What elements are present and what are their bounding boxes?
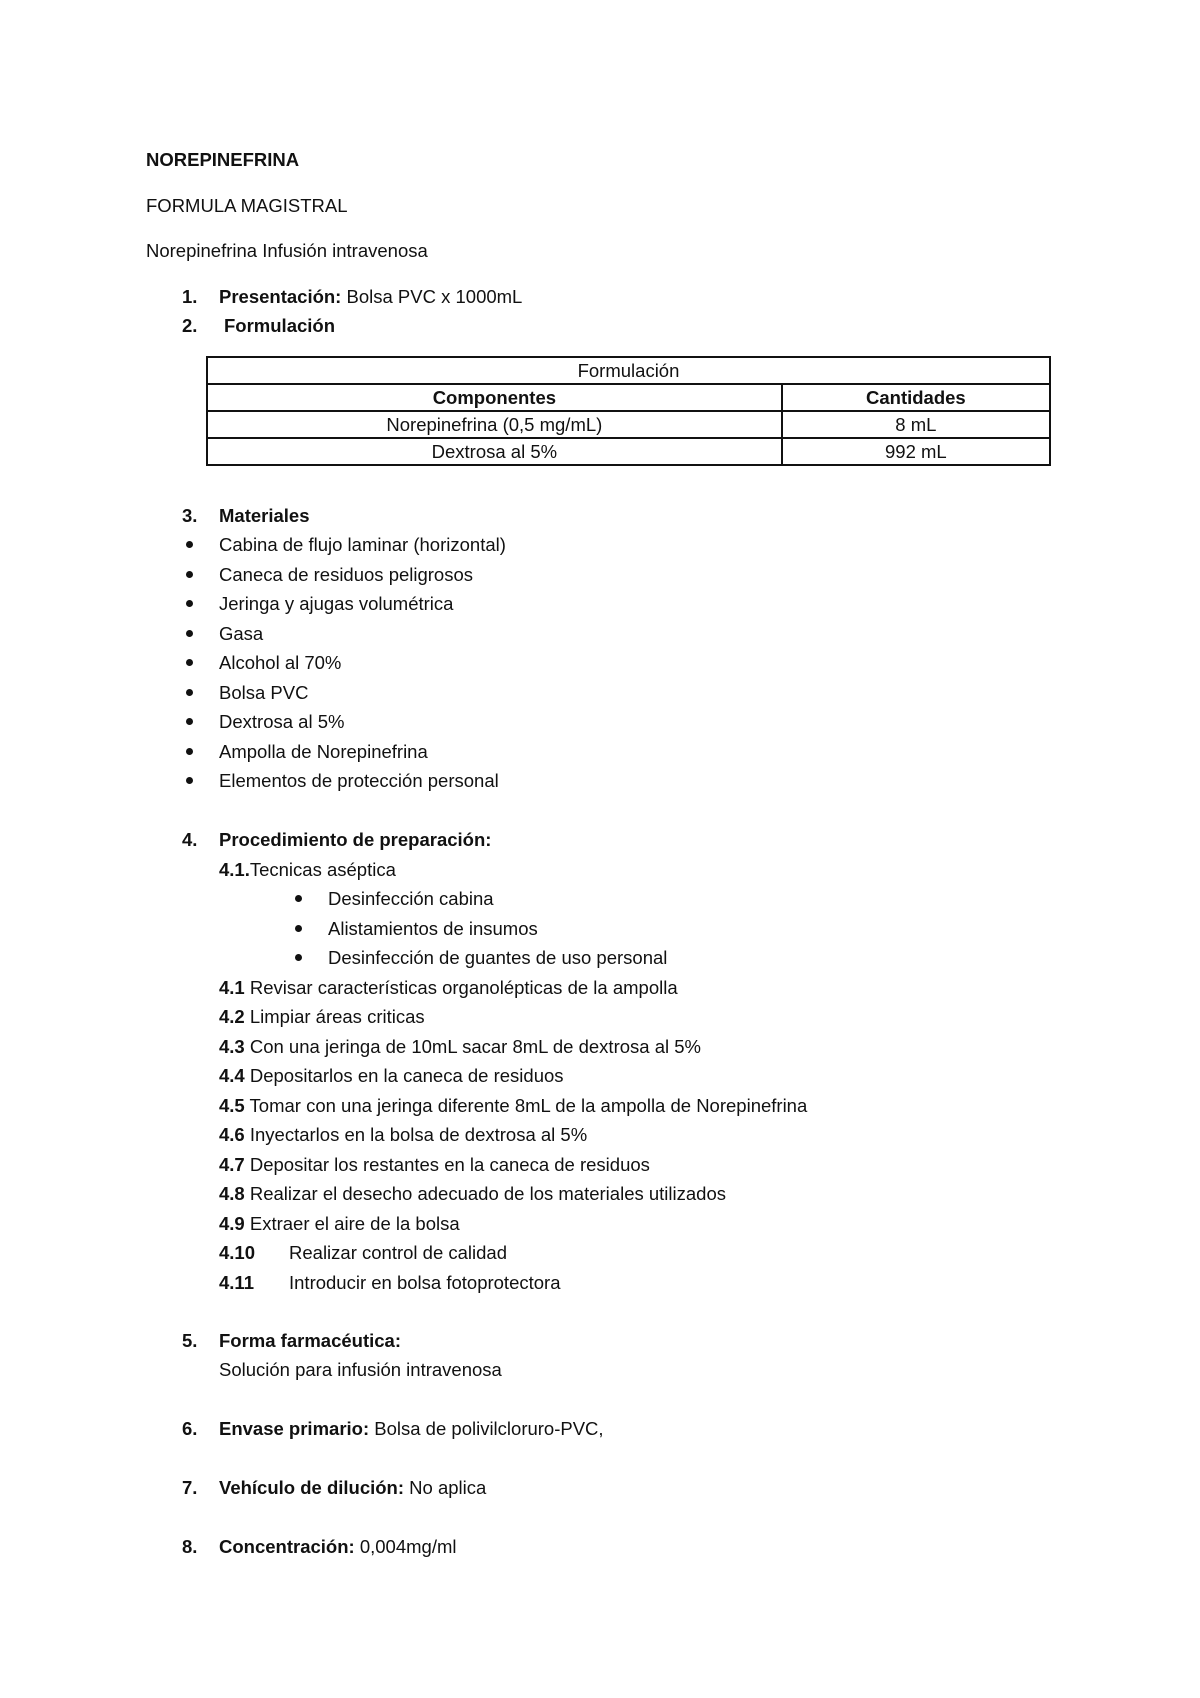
step-number: 4.8 — [219, 1183, 245, 1204]
list-item: Caneca de residuos peligrosos — [219, 564, 474, 585]
section-4-number: 4. — [182, 829, 198, 850]
step-number: 4.1 — [219, 977, 245, 998]
table-caption: Formulación — [207, 357, 1050, 384]
section-6-label: Envase primario: — [219, 1418, 370, 1439]
list-item: Desinfección de guantes de uso personal — [328, 947, 668, 968]
table-caption-row — [207, 357, 1050, 384]
table-cell-quantity: 992 mL — [782, 438, 1050, 465]
bullet-icon — [186, 718, 193, 725]
list-item — [219, 977, 678, 999]
table-row — [207, 438, 1050, 465]
section-1-label: Presentación: — [219, 286, 342, 307]
list-item: Dextrosa al 5% — [219, 711, 345, 732]
table-header-row — [207, 384, 1050, 411]
section-1 — [219, 286, 522, 308]
bullet-icon — [295, 925, 302, 932]
bullet-icon — [186, 777, 193, 784]
step-number: 4.9 — [219, 1213, 245, 1234]
list-item: Desinfección cabina — [328, 888, 494, 909]
section-8-number: 8. — [182, 1536, 198, 1557]
list-item — [219, 1124, 587, 1146]
step-number: 4.2 — [219, 1006, 245, 1027]
section-7-value: No aplica — [409, 1477, 487, 1498]
list-item: Alistamientos de insumos — [328, 918, 538, 939]
bullet-icon — [186, 600, 193, 607]
column-header-components: Componentes — [207, 384, 782, 411]
list-item — [219, 1095, 807, 1117]
table-cell-component: Norepinefrina (0,5 mg/mL) — [207, 411, 782, 438]
step-number: 4.7 — [219, 1154, 245, 1175]
section-6-value: Bolsa de polivilcloruro-PVC, — [374, 1418, 604, 1439]
step-number: 4.5 — [219, 1095, 245, 1116]
bullet-icon — [186, 748, 193, 755]
section-6 — [219, 1418, 604, 1440]
column-header-quantities: Cantidades — [782, 384, 1050, 411]
step-number: 4.6 — [219, 1124, 245, 1145]
list-item: Bolsa PVC — [219, 682, 309, 703]
section-8-value: 0,004mg/ml — [359, 1536, 457, 1557]
step-number: 4.11 — [219, 1272, 254, 1293]
step-text: Introducir en bolsa fotoprotectora — [289, 1272, 561, 1293]
list-item: Cabina de flujo laminar (horizontal) — [219, 534, 506, 555]
step-text: Depositar los restantes en la caneca de residuos — [249, 1154, 650, 1175]
section-3-number: 3. — [182, 505, 198, 526]
section-8-label: Concentración: — [219, 1536, 355, 1557]
step-text: Realizar el desecho adecuado de los materiales utilizados — [249, 1183, 726, 1204]
formulation-table — [206, 356, 1051, 466]
step-text: Depositarlos en la caneca de residuos — [249, 1065, 564, 1086]
step-text: Inyectarlos en la bolsa de dextrosa al 5% — [249, 1124, 588, 1145]
section-5-value: Solución para infusión intravenosa — [219, 1359, 502, 1380]
section-8 — [219, 1536, 456, 1558]
section-7-number: 7. — [182, 1477, 198, 1498]
section-3-label: Materiales — [219, 505, 310, 526]
step-number: 4.10 — [219, 1242, 256, 1263]
bullet-icon — [186, 659, 193, 666]
bullet-icon — [186, 541, 193, 548]
section-6-number: 6. — [182, 1418, 198, 1439]
product-name: Norepinefrina Infusión intravenosa — [146, 240, 428, 261]
step-text: Limpiar áreas criticas — [249, 1006, 425, 1027]
step-number: 4.4 — [219, 1065, 245, 1086]
bullet-icon — [295, 954, 302, 961]
step-text: Extraer el aire de la bolsa — [249, 1213, 460, 1234]
document-title: NOREPINEFRINA — [146, 149, 300, 170]
bullet-icon — [295, 895, 302, 902]
section-5-number: 5. — [182, 1330, 198, 1351]
bullet-icon — [186, 689, 193, 696]
section-2-label: Formulación — [224, 315, 336, 336]
step-text: Tomar con una jeringa diferente 8mL de la ampolla de Norepinefrina — [249, 1095, 808, 1116]
section-1-value: Bolsa PVC x 1000mL — [346, 286, 523, 307]
bullet-icon — [186, 571, 193, 578]
step-text: Con una jeringa de 10mL sacar 8mL de dextrosa al 5% — [249, 1036, 701, 1057]
subsection-4-1-text: Tecnicas aséptica — [249, 859, 396, 880]
step-text: Revisar características organolépticas de la ampolla — [249, 977, 678, 998]
list-item — [219, 1183, 726, 1205]
bullet-icon — [186, 630, 193, 637]
table-cell-quantity: 8 mL — [782, 411, 1050, 438]
subsection-4-1 — [219, 859, 396, 881]
step-number: 4.3 — [219, 1036, 245, 1057]
list-item: Ampolla de Norepinefrina — [219, 741, 428, 762]
section-4-label: Procedimiento de preparación: — [219, 829, 492, 850]
list-item — [219, 1213, 460, 1235]
step-text: Realizar control de calidad — [289, 1242, 508, 1263]
section-2-number: 2. — [182, 315, 198, 336]
section-5-label: Forma farmacéutica: — [219, 1330, 401, 1351]
table-row — [207, 411, 1050, 438]
list-item — [219, 1154, 650, 1176]
list-item — [219, 1006, 425, 1028]
list-item — [219, 1065, 564, 1087]
section-7 — [219, 1477, 486, 1499]
list-item: Jeringa y ajugas volumétrica — [219, 593, 454, 614]
section-1-number: 1. — [182, 286, 198, 307]
section-7-label: Vehículo de dilución: — [219, 1477, 405, 1498]
table-cell-component: Dextrosa al 5% — [207, 438, 782, 465]
subsection-4-1-number: 4.1. — [219, 859, 250, 880]
list-item: Gasa — [219, 623, 264, 644]
list-item: Alcohol al 70% — [219, 652, 342, 673]
list-item: Elementos de protección personal — [219, 770, 499, 791]
document-subtitle: FORMULA MAGISTRAL — [146, 195, 348, 216]
list-item — [219, 1036, 701, 1058]
